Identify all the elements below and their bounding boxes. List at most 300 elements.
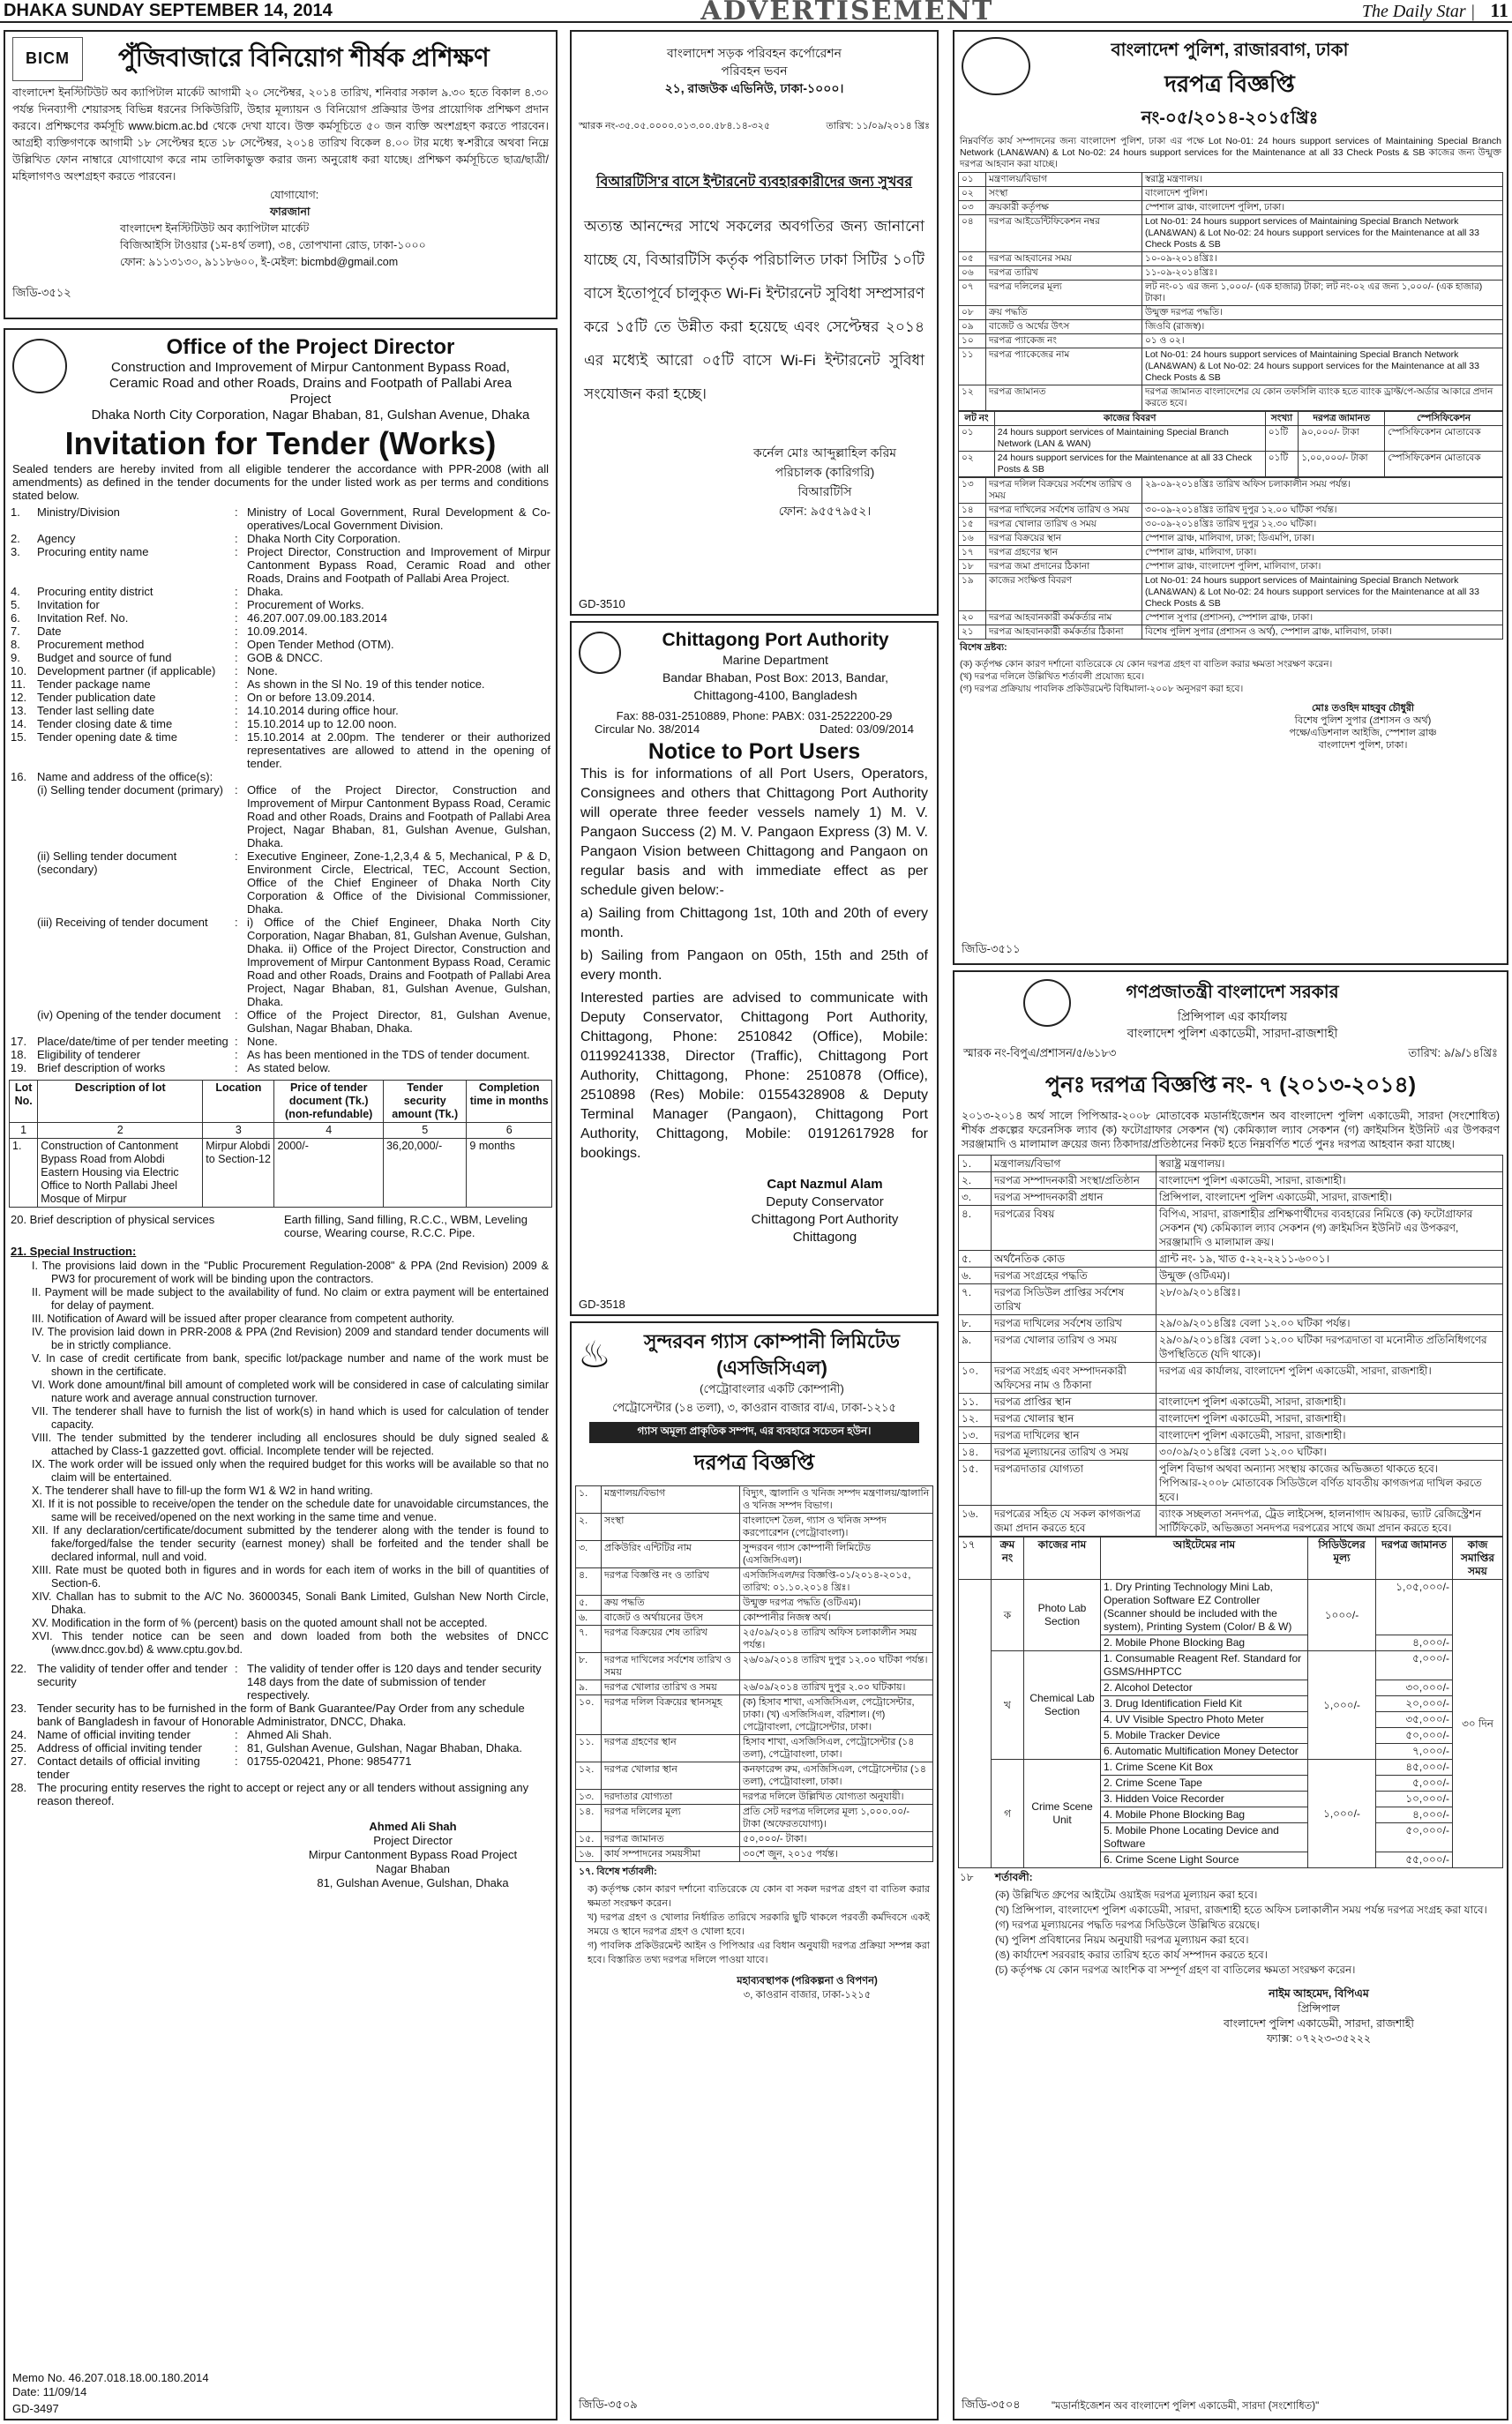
row-value: দরপত্র জামানত বাংলাদেশের যে কোন তফসিলি ব্যাংক হতে ব্যাংক ড্রাফ্ট/পে-অর্ডার আকারে প্রদান করতে হবে। bbox=[1142, 385, 1503, 411]
cpa-ad-id: GD-3518 bbox=[579, 1298, 625, 1311]
row-key: দরপত্র সম্পাদনকারী সংস্থা/প্রতিষ্ঠান bbox=[992, 1172, 1156, 1189]
row-value: 10.09.2014. bbox=[247, 625, 308, 638]
row-num: ৫. bbox=[959, 1251, 992, 1268]
bicm-contact-label: যোগাযোগ: bbox=[270, 189, 319, 201]
row-value: ৩০-০৯-২০১৪খ্রিঃ তারিখ দুপুর ১২.০০ ঘটিকা পর্যন্ত। bbox=[1142, 504, 1503, 518]
row-key: দরপত্র প্রাপ্তির স্থান bbox=[992, 1394, 1156, 1410]
row-num: ১২. bbox=[959, 1410, 992, 1427]
cpa-sign-title: Deputy Conservator bbox=[766, 1194, 884, 1209]
group-letter: খ bbox=[992, 1651, 1024, 1760]
item-security: ৫০,০০০/- bbox=[1376, 1823, 1453, 1852]
rajarbag-row bbox=[959, 478, 1503, 504]
row-value: ১০-০৯-২০১৪খ্রিঃ। bbox=[1142, 252, 1503, 266]
row-key: Address of official inviting tender bbox=[37, 1741, 202, 1754]
row-value: স্পেশাল ব্রাঞ্চ, মালিবাগ, ঢাকা; ডিএমপি, ঢাকা। bbox=[1142, 532, 1503, 546]
row18-num: ১৮ bbox=[960, 1871, 974, 1883]
row-num: ১৪ bbox=[959, 504, 986, 518]
cpa-p3: b) Sailing from Pangaon on 05th, 15th and 25th of every month. bbox=[580, 948, 928, 983]
row-value: জিওবি (রাজস্ব)। bbox=[1142, 320, 1503, 334]
item-security: ১,০৫,০০০/- bbox=[1376, 1580, 1453, 1635]
row-num: ০৫ bbox=[959, 252, 986, 266]
row-colon: : bbox=[235, 717, 238, 730]
row-num: ৩. bbox=[959, 1189, 992, 1206]
rajarbag-row bbox=[959, 546, 1503, 560]
row-key: দরপত্র আহবানের সময় bbox=[986, 252, 1142, 266]
sgcl-title: সুন্দরবন গ্যাস কোম্পানী লিমিটেড (এসজিসিএল) bbox=[644, 1330, 900, 1379]
academy-heading: পুনঃ দরপত্র বিজ্ঞপ্তি নং- ৭ (২০১৩-২০১৪) bbox=[1044, 1073, 1417, 1097]
rajarbag-sign-city: বাংলাদেশ পুলিশ, ঢাকা। bbox=[1318, 740, 1408, 751]
sgcl-sign-title: মহাব্যবস্থাপক (পরিকল্পনা ও বিপণন) bbox=[737, 1976, 878, 1986]
sgcl-condition: ক) কর্তৃপক্ষ কোন কারণ দর্শানো ব্যতিরেকে যে কোন বা সকল দরপত্র গ্রহণ বা বাতিল করার ক্ষমতা সংরক্ষণ করেন। bbox=[588, 1884, 930, 1909]
tender-tail-table bbox=[9, 1662, 552, 1807]
row-num: 2. bbox=[11, 532, 20, 545]
academy-items-table bbox=[958, 1537, 1503, 1868]
row-num: ৬. bbox=[576, 1611, 602, 1626]
row-key: দরপত্র বিক্রয়ের স্থান bbox=[986, 532, 1142, 546]
row-num: ০৯ bbox=[959, 320, 986, 334]
academy-term: (খ) প্রিন্সিপাল, বাংলাদেশ পুলিশ একাডেমী, সারদা, রাজশাহী হতে অফিস চলাকালীন সময় পর্যন্ত দরপত্র সংগ্রহ করা যাবে। bbox=[995, 1904, 1487, 1916]
row-num: ৫. bbox=[576, 1596, 602, 1611]
bicm-address: বিজিআইসি টাওয়ার (১ম-৪র্থ তলা), ৩৪, তোপখানা রোড, ঢাকা-১০০০ bbox=[120, 239, 426, 251]
tender-row bbox=[9, 730, 552, 770]
row-value: পুলিশ বিভাগ অথবা অন্যান্য সংস্থায় কাজের অভিজ্ঞতা থাকতে হবে। পিপিআর-২০০৮ মোতাবেক সিডিউলে বর্ণিত যাবতীয় কাগজপত্র দাখিল করতে হবে। bbox=[1156, 1461, 1503, 1506]
row-value: Ministry of Local Government, Rural Development & Co-operatives/Local Government Division. bbox=[247, 505, 550, 532]
sgcl-condition: খ) দরপত্র গ্রহণ ও খোলার নির্ধারিত তারিখে সরকারি ছুটি থাকলে পরবর্তী কর্মদিবসে একই সময়ে ও স্থানে দরপত্র গ্রহণ ও খোলা হবে। bbox=[588, 1912, 930, 1937]
dncc-logo bbox=[12, 339, 67, 393]
item-name: 6. Crime Scene Light Source bbox=[1101, 1852, 1308, 1868]
rajarbag-sign-title: বিশেষ পুলিশ সুপার (প্রশাসন ও অর্থ) bbox=[1294, 715, 1432, 726]
row-num: ১. bbox=[959, 1156, 992, 1172]
row-num: 9. bbox=[11, 651, 20, 664]
lot-cell: ০২ bbox=[959, 452, 995, 477]
tender-ad-id: GD-3497 bbox=[12, 2402, 59, 2415]
bicm-title: পুঁজিবাজারে বিনিয়োগ শীর্ষক প্রশিক্ষণ bbox=[118, 43, 490, 72]
special-item: X. The tenderer shall have to fill-up the form W1 & W2 in hand writing. bbox=[32, 1485, 373, 1497]
row-value: ব্যাংক সচ্ছলতা সনদপত্র, ট্রেড লাইসেন্স, হালনাগাদ আয়কর, ভ্যাট রেজিস্ট্রেশন সার্টিফিকেট, অভিজ্ঞতা সনদপত্র দরপত্রের সাথে জমা প্রদান করতে হবে। bbox=[1156, 1506, 1503, 1537]
row-value: বিপিএ, সারদা, রাজশাহীর প্রশিক্ষণার্থীদের ব্যবহারের নিমিত্তে (ক) ফটোগ্রাফার সেকশন (খ) কেমিক্যাল ল্যাব সেকশন (গ) ক্রাইমসিন ইউনিট এর উপকরণ, সরঞ্জামাদি ও মালামাল ক্রয়। bbox=[1156, 1206, 1503, 1251]
academy-item-row bbox=[959, 1580, 1503, 1635]
sgcl-sub: (পেট্রোবাংলার একটি কোম্পানী) bbox=[700, 1382, 844, 1395]
row-value: স্বরাষ্ট্র মন্ত্রণালয়। bbox=[1142, 173, 1503, 187]
cpa-dated: Dated: 03/09/2014 bbox=[820, 722, 914, 736]
row-key: দরপত্র তারিখ bbox=[986, 266, 1142, 281]
lot-col-num: 4 bbox=[274, 1123, 384, 1139]
date-line: DHAKA SUNDAY SEPTEMBER 14, 2014 bbox=[4, 0, 333, 20]
row-key: Tender security has to be furnished in the form of Bank Guarantee/Pay Order from any schedule bank of Bangladesh in favour of Honorable Administrator, DNCC, Dhaka. bbox=[37, 1702, 525, 1728]
rajarbag-row bbox=[959, 611, 1503, 625]
lot-cell: ০১ bbox=[959, 426, 995, 452]
row-num: ১০. bbox=[576, 1695, 602, 1735]
lot-cell: স্পেসিফিকেশন মোতাবেক bbox=[1385, 426, 1503, 452]
tender-sign-addr: 81, Gulshan Avenue, Gulshan, Dhaka bbox=[317, 1876, 509, 1889]
row-num: ২. bbox=[959, 1172, 992, 1189]
row-num: ১১. bbox=[576, 1735, 602, 1762]
row-key: Budget and source of fund bbox=[37, 651, 172, 664]
row-key: দরপত্র দাখিলের স্থান bbox=[992, 1427, 1156, 1444]
tender-address: Dhaka North City Corporation, Nagar Bhaban, 81, Gulshan Avenue, Dhaka bbox=[91, 408, 530, 423]
brtc-headline: বিআরটিসি'র বাসে ইন্টারনেট ব্যবহারকারীদের জন্য সুখবর bbox=[595, 175, 913, 190]
rajarbag-row bbox=[959, 187, 1503, 201]
tender-row bbox=[9, 598, 552, 611]
academy-row bbox=[959, 1427, 1503, 1444]
row-value: বিশেষ পুলিশ সুপার (প্রশাসন ও অর্থ), স্পেশাল ব্রাঞ্চ, মালিবাগ, ঢাকা। bbox=[1142, 625, 1503, 640]
tender-row bbox=[9, 532, 552, 545]
row-num: ১৪. bbox=[959, 1444, 992, 1461]
row-num: 18. bbox=[11, 1048, 27, 1061]
row-num: ০৬ bbox=[959, 266, 986, 281]
row-value: বাংলাদেশ পুলিশ একাডেমী, সারদা, রাজশাহী। bbox=[1156, 1427, 1503, 1444]
academy-date: তারিখ: ৯/৯/১৪খ্রিঃ bbox=[1408, 1046, 1498, 1059]
row-key: সংস্থা bbox=[602, 1514, 740, 1541]
row-value: 46.207.007.09.00.183.2014 bbox=[247, 611, 388, 625]
sgcl-flame-icon: ♨ bbox=[578, 1334, 611, 1375]
row-value: Lot No-01: 24 hours support services of Maintaining Special Branch Network (LAN&WAN) & Lot No-02: 24 hours support services for the Maintenance at all 33 Check Posts & SB bbox=[1142, 574, 1503, 611]
tender-row bbox=[9, 677, 552, 691]
cpa-addr1: Bandar Bhaban, Post Box: 2013, Bandar, bbox=[662, 670, 889, 685]
lot-header: Price of tender document (Tk.) (non-refundable) bbox=[274, 1081, 384, 1123]
row-colon: : bbox=[235, 598, 238, 611]
lot-col-num: 5 bbox=[383, 1123, 466, 1139]
special-item: XIII. Rate must be quoted both in figures and in words for each item of works in the bill of quantities of Section-6. bbox=[32, 1564, 549, 1590]
sgcl-row bbox=[576, 1653, 933, 1680]
brtc-ad-id: GD-3510 bbox=[579, 597, 625, 610]
row-num: 12. bbox=[11, 691, 27, 704]
row-key: দরপত্র খোলার তারিখ ও সময় bbox=[986, 518, 1142, 532]
row-key: (i) Selling tender document (primary) bbox=[37, 783, 223, 797]
row-value: GOB & DNCC. bbox=[247, 651, 323, 664]
row-key: Agency bbox=[37, 532, 76, 545]
tender-row bbox=[9, 638, 552, 651]
lot-header: Description of lot bbox=[38, 1081, 203, 1123]
tender-office: Office of the Project Director bbox=[166, 335, 455, 359]
item-security: ২০,০০০/- bbox=[1376, 1696, 1453, 1712]
row-num: ৮. bbox=[576, 1653, 602, 1680]
row-key: The validity of tender offer and tender security bbox=[37, 1662, 228, 1688]
rajarbag-lot-table bbox=[958, 411, 1503, 477]
sgcl-row bbox=[576, 1486, 933, 1514]
cpa-addr2: Chittagong-4100, Bangladesh bbox=[693, 688, 857, 702]
cpa-logo bbox=[579, 632, 621, 674]
row-value: বাংলাদেশ পুলিশ একাডেমী, সারদা, রাজশাহী। bbox=[1156, 1172, 1503, 1189]
row-colon: : bbox=[235, 1048, 238, 1061]
rajarbag-row bbox=[959, 320, 1503, 334]
row-value: স্বরাষ্ট্র মন্ত্রণালয়। bbox=[1156, 1156, 1503, 1172]
academy-sign-fax: ফ্যাক্স: ০৭২২৩-৩৫২২২ bbox=[1267, 2032, 1371, 2045]
row-key: (ii) Selling tender document (secondary) bbox=[37, 849, 177, 876]
row-key: বাজেট ও অর্থের উৎস bbox=[986, 320, 1142, 334]
tender-tail-row bbox=[9, 1754, 552, 1781]
row-key: দরপত্র জামানত bbox=[986, 385, 1142, 411]
row-colon bbox=[233, 770, 245, 783]
row-colon: : bbox=[235, 1035, 238, 1048]
row-value: প্রতি সেট দরপত্র দলিলের মূল্য ১,০০০.০০/- টাকা (অফেরতযোগ্য)। bbox=[740, 1805, 933, 1832]
cpa-title: Chittagong Port Authority bbox=[662, 630, 889, 650]
row-value: সুন্দরবন গ্যাস কোম্পানী লিমিটেড (এসজিসিএল)। bbox=[740, 1541, 933, 1568]
row-num: 5. bbox=[11, 598, 20, 611]
lot-cell: স্পেসিফিকেশন মোতাবেক bbox=[1385, 452, 1503, 477]
item-header: কাজের নাম bbox=[1024, 1537, 1101, 1580]
lot-col-num: 3 bbox=[203, 1123, 274, 1139]
row-value: 14.10.2014 during office hour. bbox=[247, 704, 399, 717]
row-key: প্রকিউরিং এন্টিটির নাম bbox=[602, 1541, 740, 1568]
tender-row bbox=[9, 916, 552, 1008]
special-item: XVI. This tender notice can be seen and down loaded from both the websites of DNCC (www.dncc.gov.bd) & www.cptu.gov.bd. bbox=[32, 1630, 549, 1656]
row-key: দরপত্র দাখিলের সর্বশেষ তারিখ ও সময় bbox=[986, 504, 1142, 518]
brtc-sign-name: কর্নেল মোঃ আব্দুল্লাহিল করিম bbox=[752, 445, 897, 460]
row-key: দরপত্রদাতার যোগ্যতা bbox=[992, 1461, 1156, 1506]
row-num: ২. bbox=[576, 1514, 602, 1541]
row-num: ৮. bbox=[959, 1315, 992, 1332]
academy-row bbox=[959, 1156, 1503, 1172]
row-num: ৪. bbox=[576, 1568, 602, 1596]
item-security: ৫,০০০/- bbox=[1376, 1651, 1453, 1680]
tender-sign-org: Mirpur Cantonment Bypass Road Project bbox=[308, 1848, 518, 1861]
row-value: Dhaka North City Corporation. bbox=[247, 532, 401, 545]
lot-cell: 36,20,000/- bbox=[383, 1139, 466, 1208]
row-key: কার্য সম্পাদনের সময়সীমা bbox=[602, 1847, 740, 1862]
row-key: Tender package name bbox=[37, 677, 151, 691]
row-colon: : bbox=[235, 651, 238, 664]
special-item: VIII. The tender submitted by the tenderer including all enclosures should be duly signed sealed & attached by Class-1 gazzetted govt. official. Incomplete tender will be rejected. bbox=[32, 1432, 549, 1457]
item-security: ৫৫,০০০/- bbox=[1376, 1852, 1453, 1868]
special-instructions bbox=[5, 1260, 556, 1657]
sgcl-sign-addr: ৩, কাওরান বাজার, ঢাকা-১২১৫ bbox=[743, 1990, 872, 2001]
row-key: দরপত্র আহবানকারী কর্মকর্তার ঠিকানা bbox=[986, 625, 1142, 640]
row-colon: : bbox=[235, 638, 238, 651]
row-key: Invitation for bbox=[37, 598, 100, 611]
row-num: 3. bbox=[11, 545, 20, 558]
academy-row bbox=[959, 1410, 1503, 1427]
academy-row bbox=[959, 1251, 1503, 1268]
rajarbag-table bbox=[958, 172, 1503, 411]
row-value: এসজিসিএল/দর বিজ্ঞপ্তি-০১/২০১৪-২০১৫, তারিখ: ০১.১০.২০১৪ খ্রিঃ। bbox=[740, 1568, 933, 1596]
row20-value: Earth filling, Sand filling, R.C.C., WBM, Leveling course, Wearing course, R.C.C. Pipe. bbox=[284, 1213, 528, 1239]
row-value: (ক) হিসাব শাখা, এসজিসিএল, পেট্রোসেন্টার, ঢাকা। (খ) এসজিসিএল, বরিশাল। (গ) পেট্রোবাংলা, পেট্রোসেন্টার, ঢাকা। bbox=[740, 1695, 933, 1735]
special-item: XI. If it is not possible to receive/open the tender on the schedule date for unavoidable circumstances, the same will be received/opened on the next working in the same time and venue. bbox=[32, 1498, 549, 1523]
sgcl-table bbox=[575, 1485, 933, 1862]
rajarbag-row bbox=[959, 306, 1503, 320]
row-key: দরপত্র খোলার তারিখ ও সময় bbox=[602, 1680, 740, 1695]
row-key: ক্রয় পদ্ধতি bbox=[602, 1596, 740, 1611]
special-item: V. In case of credit certificate from bank, specific lot/package number and name of the work must be shown in the certificate. bbox=[32, 1352, 549, 1378]
item-name: 5. Mobile Phone Locating Device and Software bbox=[1101, 1823, 1308, 1852]
row-key: (iii) Receiving of tender document bbox=[37, 916, 208, 929]
item-name: 2. Mobile Phone Blocking Bag bbox=[1101, 1635, 1308, 1651]
row-key: ক্রয়কারী কর্তৃপক্ষ bbox=[986, 201, 1142, 215]
row-num: 19. bbox=[11, 1061, 27, 1074]
rajarbag-row bbox=[959, 252, 1503, 266]
brtc-sign-title: পরিচালক (কারিগরি) bbox=[775, 465, 875, 479]
row-num: ১১ bbox=[959, 348, 986, 385]
row-key: মন্ত্রণালয়/বিভাগ bbox=[602, 1486, 740, 1514]
item-security: ৫০,০০০/- bbox=[1376, 1728, 1453, 1744]
row-value: Open Tender Method (OTM). bbox=[247, 638, 394, 651]
row-num: 10. bbox=[11, 664, 27, 677]
tender-row bbox=[9, 1008, 552, 1035]
row-key: দরপত্র দলিলের মূল্য bbox=[986, 281, 1142, 306]
academy-item-row bbox=[959, 1651, 1503, 1680]
row-colon: : bbox=[235, 849, 238, 863]
group-letter: ক bbox=[992, 1580, 1024, 1651]
tender-row bbox=[9, 585, 552, 598]
sgcl-ad bbox=[570, 1321, 939, 2420]
row-key: Name and address of the office(s): bbox=[37, 770, 213, 783]
academy-motto: "মডার্নাইজেশন অব বাংলাদেশ পুলিশ একাডেমী, সারদা (সংশোধিত)" bbox=[1052, 2401, 1320, 2412]
row-num: ১৭ bbox=[959, 1537, 992, 1580]
row-key: দরপত্র প্যাকেজ নং bbox=[986, 334, 1142, 348]
item-name: 4. Mobile Phone Blocking Bag bbox=[1101, 1807, 1308, 1823]
rajarbag-table-2 bbox=[958, 477, 1503, 640]
rajarbag-row bbox=[959, 504, 1503, 518]
brtc-memo: স্মারক নং-৩৫.০৫.০০০০.০১৩.০০.৫৮৪.১৪-৩২৫ bbox=[579, 121, 770, 131]
row-key: Date bbox=[37, 625, 62, 638]
academy-row bbox=[959, 1394, 1503, 1410]
academy-sign-org: বাংলাদেশ পুলিশ একাডেমী, সারদা, রাজশাহী bbox=[1224, 2017, 1414, 2030]
row-num: ১২. bbox=[576, 1762, 602, 1790]
special-item: III. Notification of Award will be issued after proper clearance from competent authority. bbox=[32, 1313, 454, 1325]
row-num: ১২ bbox=[959, 385, 986, 411]
row-key: দরপত্র মূল্যায়নের তারিখ ও সময় bbox=[992, 1444, 1156, 1461]
row-num: 25. bbox=[11, 1741, 27, 1754]
bicm-contact-name: ফারজানা bbox=[270, 206, 311, 218]
row-num: ০৩ bbox=[959, 201, 986, 215]
tender-row bbox=[9, 611, 552, 625]
lot-cell: ০১টি bbox=[1265, 452, 1298, 477]
row-num: ০৮ bbox=[959, 306, 986, 320]
academy-row bbox=[959, 1189, 1503, 1206]
item-name: 1. Crime Scene Kit Box bbox=[1101, 1760, 1308, 1776]
bicm-body: বাংলাদেশ ইনস্টিটিউট অব ক্যাপিটাল মার্কেট আগামী ২০ সেপ্টেম্বর, ২০১৪ তারিখ, শনিবার সকাল ৯.৩০ হতে বিকাল ৪.৩০ পর্যন্ত দিনব্যাপী শেয়ারসহ বিভিন্ন ধরনের সিকিউরিটি, উহার মূল্যায়ন ও বিনিয়োগ প্রক্রিয়ার উপর প্রায়োগিক প্রশিক্ষণ প্রদান করবে। প্রশিক্ষণের কর্মসূচি www.bicm.ac.bd থেকে দেখা যাবে। উক্ত কর্মসূচিতে ৫০ জন ব্যক্তি অংশগ্রহণ করতে পারবেন। আগ্রহী ব্যক্তিগণকে আগামী ১৮ সেপ্টেম্বর হতে ১৮ সেপ্টেম্বর, ২০১৪ তারিখ বিকেল ৪.০০ টার মধ্যে স্ব-শরীরে অথবা নিম্নে উল্লিখিত ফোন নাম্বারে যোগাযোগ করে নাম তালিকাভুক্ত করার জন্য অনুরোধ করা যাচ্ছে। প্রশিক্ষণ কর্মসূচিতে ছাত্র/ছাত্রী/মহিলাগণও অংশগ্রহণ করতে পারবেন। bbox=[12, 86, 549, 183]
row-value: লট নং-০১ এর জন্য ১,০০০/- (এক হাজার) টাকা; লট নং-০২ এর জন্য ১,০০০/- (এক হাজার) টাকা। bbox=[1142, 281, 1503, 306]
rajarbag-sign-org: পক্ষে/এডিশনাল আইজি, স্পেশাল ব্রাঞ্চ bbox=[1289, 728, 1437, 738]
row-num: 4. bbox=[11, 585, 20, 598]
rajarbag-note: (ক) কর্তৃপক্ষ কোন কারণ দর্শানো ব্যতিরেকে যে কোন দরপত্র গ্রহণ বা বাতিল করার ক্ষমতা সংরক্ষণ করেন। bbox=[960, 659, 1333, 670]
row-key: (iv) Opening of the tender document bbox=[37, 1008, 221, 1021]
rajarbag-row bbox=[959, 348, 1503, 385]
row-key: Procurement method bbox=[37, 638, 145, 651]
sgcl-address: পেট্রোসেন্টার (১৪ তলা), ৩, কাওরান বাজার বা/এ, ঢাকা-১২১৫ bbox=[612, 1401, 896, 1414]
rajarbag-row bbox=[959, 281, 1503, 306]
row-value: ২৯/০৯/২০১৪খ্রিঃ বেলা ১২.০০ ঘটিকা দরপত্রদাতা বা মনোনীত প্রতিনিধিগণের উপস্থিতিতে (যদি থাকে)। bbox=[1156, 1332, 1503, 1363]
row-key: দরপত্র জমা প্রদানের ঠিকানা bbox=[986, 560, 1142, 574]
academy-row bbox=[959, 1172, 1503, 1189]
academy-row bbox=[959, 1363, 1503, 1394]
academy-term: (ঘ) পুলিশ প্রবিধানের নিয়ম অনুযায়ী দরপত্র মূল্যায়ন করা হবে। bbox=[995, 1934, 1249, 1946]
row-num bbox=[9, 783, 35, 849]
row-value: Ahmed Ali Shah. bbox=[247, 1728, 333, 1741]
cpa-p2: a) Sailing from Chittagong 1st, 10th and 20th of every month. bbox=[580, 906, 928, 940]
academy-org: বাংলাদেশ পুলিশ একাডেমী, সারদা-রাজশাহী bbox=[1127, 1026, 1338, 1040]
sgcl-row bbox=[576, 1514, 933, 1541]
lot-header: স্পেসিফিকেশন bbox=[1385, 412, 1503, 426]
academy-row bbox=[959, 1332, 1503, 1363]
row-num: ১১. bbox=[959, 1394, 992, 1410]
sgcl-ad-id: জিডি-৩৫০৯ bbox=[579, 2398, 638, 2411]
item-header: আইটেমের নাম bbox=[1101, 1537, 1308, 1580]
row-key: দরপত্র দাখিলের সর্বশেষ তারিখ bbox=[992, 1315, 1156, 1332]
item-security: ৭,০০০/- bbox=[1376, 1744, 1453, 1760]
row-value: উন্মুক্ত দরপত্র পদ্ধতি। bbox=[1142, 306, 1503, 320]
row-num: ১৩ bbox=[959, 478, 986, 504]
row-key: অর্থনৈতিক কোড bbox=[992, 1251, 1156, 1268]
rajarbag-ad-id: জিডি-৩৫১১ bbox=[962, 942, 1021, 955]
row-key: মন্ত্রণালয়/বিভাগ bbox=[986, 173, 1142, 187]
lot-cell: ৯০,০০০/- টাকা bbox=[1299, 426, 1385, 452]
sgcl-row bbox=[576, 1790, 933, 1805]
tender-row bbox=[9, 625, 552, 638]
row-key: কাজের সংক্ষিপ্ত বিবরণ bbox=[986, 574, 1142, 611]
row-num: ২১ bbox=[959, 625, 986, 640]
row-value: Executive Engineer, Zone-1,2,3,4 & 5, Mechanical, P & D, Environment Circle, Electrical, TEC, Account Section, Office of the Chief Engineer of Dhaka North City Corporation & Office of the Divisional Commissioner, Dhaka. bbox=[247, 849, 550, 916]
row-colon: : bbox=[235, 691, 238, 704]
tender-row bbox=[9, 651, 552, 664]
sgcl-row bbox=[576, 1680, 933, 1695]
lot-col-num: 1 bbox=[10, 1123, 38, 1139]
row-num: ৭. bbox=[576, 1626, 602, 1653]
row-key: দরপত্রের বিষয় bbox=[992, 1206, 1156, 1251]
row-num: ১৫. bbox=[959, 1461, 992, 1506]
row-num: ১০ bbox=[959, 334, 986, 348]
brtc-address: ২১, রাজউক এভিনিউ, ঢাকা-১০০০। bbox=[664, 81, 844, 95]
sgcl-row bbox=[576, 1805, 933, 1832]
lot-cell: 2000/- bbox=[274, 1139, 384, 1208]
lot-header: Completion time in months bbox=[467, 1081, 552, 1123]
row-value: Project Director, Construction and Improvement of Mirpur Cantonment Bypass Road, Ceramic Road and other Roads, Drains and Footpath of Pallabi Area Project. bbox=[247, 545, 550, 585]
row-key: দরপত্র জামানত bbox=[602, 1832, 740, 1847]
academy-term: (গ) দরপত্র মূল্যায়নের পদ্ধতি দরপত্র সিডিউলে উল্লিখিত রয়েছে। bbox=[995, 1919, 1260, 1931]
row-key: Place/date/time of per tender meeting bbox=[37, 1035, 228, 1048]
row-value: গ্রান্ট নং- ১৯, খাত ৫-২২-২২১১-৬০০১। bbox=[1156, 1251, 1503, 1268]
row-value: i) Office of the Chief Engineer, Dhaka North City Corporation, Nagar Bhaban, 81, Gulshan Avenue, Gulshan, Dhaka. ii) Office of the Project Director, Construction and Improvement of Mirpur Cantonment Bypass Road, Ceramic Road and other Roads, Drains and Footpath of Pallabi Area Project, Nagar Bhaban, 81, Gulshan Avenue, Gulshan, Dhaka. bbox=[247, 916, 550, 1008]
row-key: দরপত্র আইডেন্টিফিকেশন নম্বর bbox=[986, 215, 1142, 252]
cpa-p4: Interested parties are advised to communicate with Deputy Conservator, Chittagong Port Authority, Chittagong, Phone: 2510842 (Office), Mobile: 01199241338, Director (Traffic), Chittagong Port Authority, Chittagong, Phone: 2510878 (Office), 2510898 (Res) Mobile: 01554328908 & Deputy Terminal Manager (Pangaon), Chittagong Port Authority, Chittagong, Mobile: 01912617928 for bookings. bbox=[580, 991, 928, 1161]
row-num: 23. bbox=[11, 1702, 27, 1715]
row-key: Procuring entity district bbox=[37, 585, 153, 598]
special-label: 21. Special Instruction: bbox=[11, 1245, 137, 1258]
academy-office: প্রিন্সিপাল এর কার্যালয় bbox=[1177, 1009, 1288, 1023]
row-value: Procurement of Works. bbox=[247, 598, 364, 611]
row-num: 8. bbox=[11, 638, 20, 651]
rajarbag-row bbox=[959, 385, 1503, 411]
brtc-ad bbox=[570, 30, 939, 616]
item-header: কাজ সমাপ্তির সময় bbox=[1453, 1537, 1503, 1580]
row-colon: : bbox=[235, 1008, 238, 1021]
row-key: দরপত্র গ্রহণের স্থান bbox=[602, 1735, 740, 1762]
row-value: ২৫/০৯/২০১৪ তারিখ অফিস চলাকালীন সময় পর্যন্ত। bbox=[740, 1626, 933, 1653]
item-header: ক্রম নং bbox=[992, 1537, 1024, 1580]
row-colon: : bbox=[235, 625, 238, 638]
row-key: Eligibility of tenderer bbox=[37, 1048, 141, 1061]
row-colon: : bbox=[235, 730, 238, 744]
row-num: 17. bbox=[11, 1035, 27, 1048]
rajarbag-note: (গ) দরপত্র প্রক্রিয়ায় পাবলিক প্রকিউরমেন্ট বিধিমালা-২০০৮ অনুসরণ করা হবে। bbox=[960, 684, 1244, 694]
row-num: 7. bbox=[11, 625, 20, 638]
lot-cell: ১,০০,০০০/- টাকা bbox=[1299, 452, 1385, 477]
rajarbag-title: বাংলাদেশ পুলিশ, রাজারবাগ, ঢাকা bbox=[1111, 41, 1349, 60]
row-colon: : bbox=[235, 1741, 238, 1754]
rajarbag-row bbox=[959, 215, 1503, 252]
row-colon: : bbox=[235, 1728, 238, 1741]
special-item: IX. The work order will be issued only when the required budget for this works will be available so that no claim will be entertained. bbox=[32, 1458, 549, 1484]
tender-row bbox=[9, 849, 552, 916]
academy-row bbox=[959, 1284, 1503, 1315]
academy-item-row bbox=[959, 1760, 1503, 1776]
item-security: ৪,০০০/- bbox=[1376, 1635, 1453, 1651]
row-num bbox=[9, 916, 35, 1008]
rajarbag-no: নং-০৫/২০১৪-২০১৫খ্রিঃ bbox=[1141, 108, 1319, 128]
special-item: II. Payment will be made subject to the availability of fund. No claim or extra payment will be entertained for delay of payment. bbox=[32, 1286, 549, 1312]
row-key: দরপত্র সংগ্রহ এবং সম্পাদনকারী অফিসের নাম ও ঠিকানা bbox=[992, 1363, 1156, 1394]
